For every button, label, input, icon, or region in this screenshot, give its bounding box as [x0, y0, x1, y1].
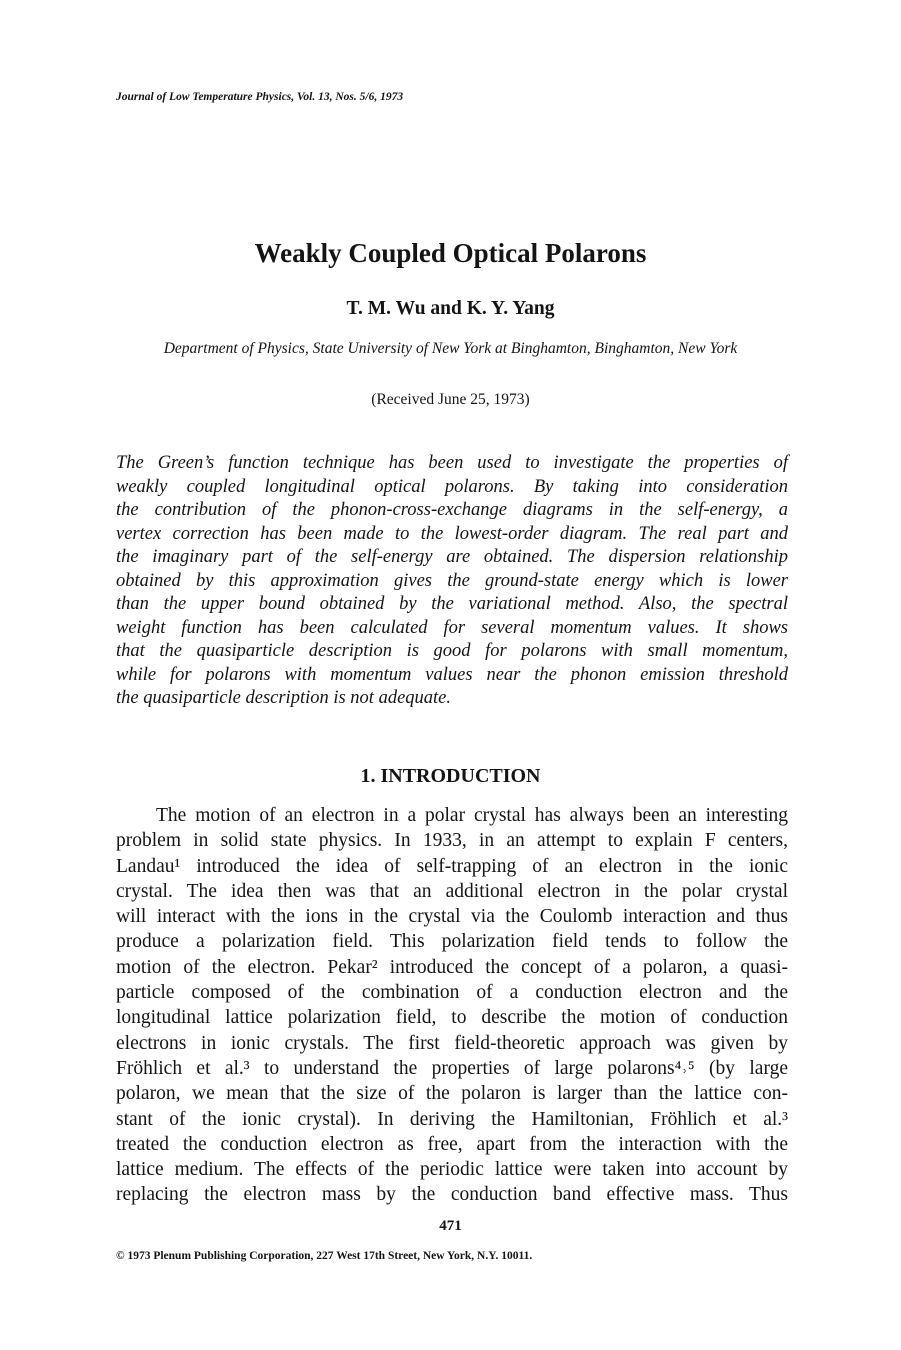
body-line: crystal. The idea then was that an additional electron in the polar crystal [116, 880, 788, 902]
body-line: motion of the electron. Pekar² introduced the concept of a polaron, a quasi- [116, 956, 788, 978]
abstract-line: The Green’s function technique has been used to investigate the properties of [116, 453, 788, 473]
body-text [116, 803, 788, 1208]
body-line: The motion of an electron in a polar crystal has always been an interesting [156, 805, 788, 826]
abstract-line: the quasiparticle description is not adequate. [116, 688, 452, 708]
abstract [116, 452, 788, 711]
abstract-line: weight function has been calculated for several momentum values. It shows [116, 617, 788, 638]
received-date: (Received June 25, 1973) [371, 391, 530, 408]
article-title: Weakly Coupled Optical Polarons [254, 238, 647, 268]
abstract-line: than the upper bound obtained by the variational method. Also, the spectral [116, 594, 788, 614]
body-line: produce a polarization field. This polarization field tends to follow the [116, 931, 788, 953]
body-line: particle composed of the combination of a conduction electron and the [116, 982, 788, 1004]
abstract-line: the imaginary part of the self-energy are obtained. The dispersion relationship [116, 547, 788, 567]
body-line: polaron, we mean that the size of the polaron is larger than the lattice con- [116, 1083, 788, 1105]
abstract-line: obtained by this approximation gives the ground-state energy which is lower [116, 570, 788, 591]
abstract-line: while for polarons with momentum values near the phonon emission threshold [116, 664, 788, 685]
journal-citation: Journal of Low Temperature Physics, Vol. 13, Nos. 5/6, 1973 [116, 91, 404, 103]
body-line: longitudinal lattice polarization field, to describe the motion of conduction [116, 1007, 788, 1029]
author-affiliation: Department of Physics, State University of New York at Binghamton, Binghamton, New York [163, 340, 738, 357]
article-authors: T. M. Wu and K. Y. Yang [346, 298, 555, 319]
section-heading: 1. INTRODUCTION [360, 765, 541, 787]
copyright-notice: © 1973 Plenum Publishing Corporation, 227 West 17th Street, New York, N.Y. 10011. [116, 1250, 533, 1262]
abstract-line: the contribution of the phonon-cross-exchange diagrams in the self-energy, a [116, 500, 788, 520]
body-line: stant of the ionic crystal). In deriving the Hamiltonian, Fröhlich et al.³ [116, 1108, 788, 1130]
body-line: lattice medium. The effects of the periodic lattice were taken into account by [116, 1159, 788, 1181]
body-line: Landau¹ introduced the idea of self-trapping of an electron in the ionic [116, 855, 788, 877]
abstract-line: that the quasiparticle description is good for polarons with small momentum, [116, 641, 788, 661]
abstract-line: weakly coupled longitudinal optical polarons. By taking into consideration [116, 476, 788, 497]
body-line: electrons in ionic crystals. The first field-theoretic approach was given by [116, 1032, 788, 1054]
body-line: problem in solid state physics. In 1933, in an attempt to explain F centers, [116, 830, 788, 852]
abstract-line: vertex correction has been made to the lowest-order diagram. The real part and [116, 523, 788, 544]
body-line: Fröhlich et al.³ to understand the properties of large polarons⁴˒⁵ (by large [116, 1057, 788, 1079]
body-line: treated the conduction electron as free, apart from the interaction with the [116, 1133, 788, 1155]
body-line: will interact with the ions in the crystal via the Coulomb interaction and thus [116, 906, 788, 928]
page-number: 471 [439, 1218, 462, 1234]
body-line: replacing the electron mass by the conduction band effective mass. Thus [116, 1184, 788, 1206]
